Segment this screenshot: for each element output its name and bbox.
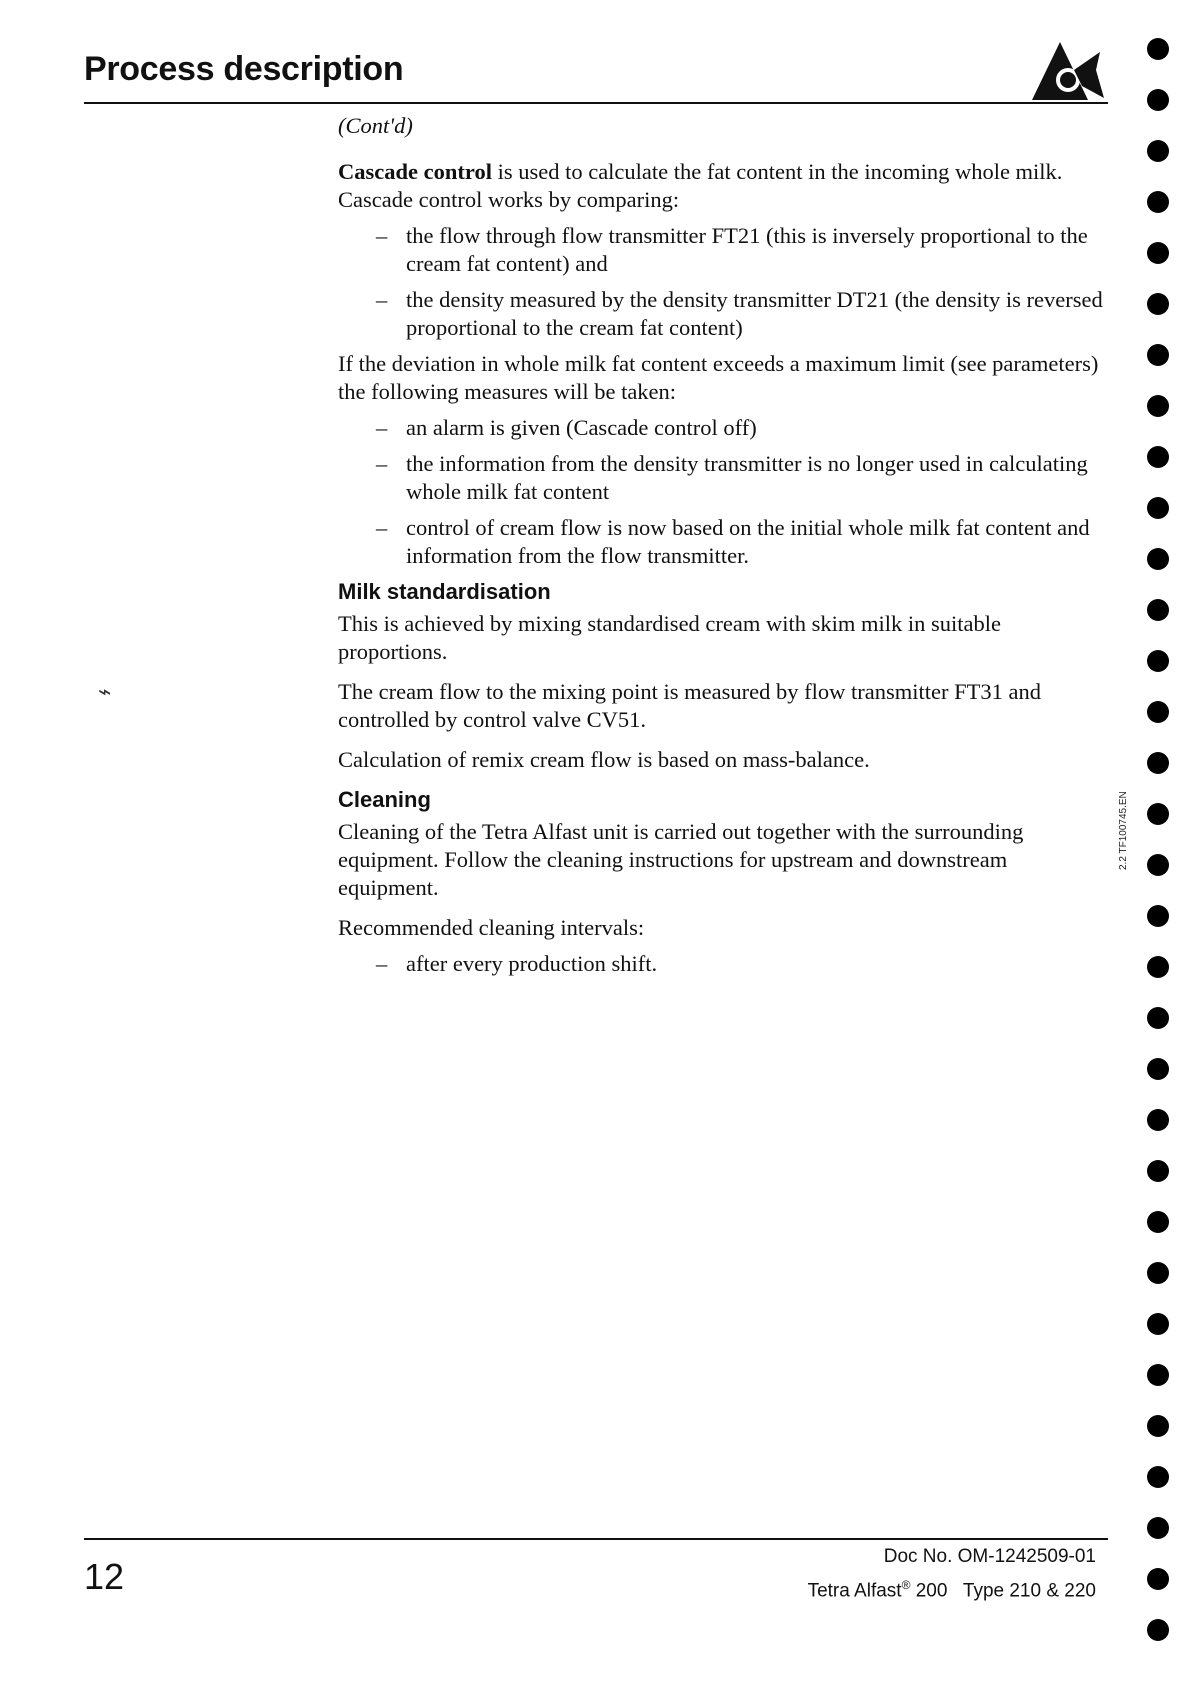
binder-hole-icon: [1147, 1313, 1169, 1335]
comparison-list: [338, 222, 1108, 342]
binder-hole-icon: [1147, 1007, 1169, 1029]
paragraph: Recommended cleaning intervals:: [338, 915, 645, 940]
product-name-text: Tetra Alfast: [807, 1580, 902, 1602]
paragraph: The cream flow to the mixing point is measured by flow transmitter FT31 and controlled by control valve CV51.: [338, 679, 1041, 732]
registered-mark: ®: [901, 1578, 911, 1592]
binder-hole-icon: [1147, 956, 1169, 978]
binder-hole-icon: [1147, 1262, 1169, 1284]
doc-number: Doc No. OM-1242509-01: [883, 1546, 1096, 1567]
binder-hole-icon: [1147, 242, 1169, 264]
binder-hole-icon: [1147, 701, 1169, 723]
binder-hole-icon: [1147, 497, 1169, 519]
binder-hole-icon: [1147, 1364, 1169, 1386]
cleaning-list: [338, 950, 1108, 978]
footer-doc-info: [808, 1543, 1096, 1605]
binder-hole-icon: [1147, 1058, 1169, 1080]
binder-hole-icon: [1147, 650, 1169, 672]
milk-standardisation-heading: Milk standardisation: [338, 579, 551, 604]
cascade-intro: [338, 158, 1108, 214]
binder-hole-icon: [1147, 548, 1169, 570]
footer-rule: [84, 1538, 1108, 1540]
list-item: – the flow through flow transmitter FT21 (this is inversely proportional to the cream fat content) and: [338, 222, 1108, 278]
binder-hole-icon: [1147, 803, 1169, 825]
binder-hole-icon: [1147, 599, 1169, 621]
binder-hole-icon: [1147, 1466, 1169, 1488]
binder-hole-icon: [1147, 38, 1169, 60]
product-name: [808, 1571, 1096, 1605]
binder-hole-icon: [1147, 1568, 1169, 1590]
paragraph: This is achieved by mixing standardised cream with skim milk in suitable proportions.: [338, 611, 1002, 664]
deviation-paragraph: If the deviation in whole milk fat content exceeds a maximum limit (see parameters) the following measures will be taken:: [338, 351, 1099, 404]
measures-list: [338, 414, 1108, 570]
paragraph: Calculation of remix cream flow is based on mass-balance.: [338, 747, 870, 772]
cleaning-heading: Cleaning: [338, 787, 431, 812]
binder-hole-icon: [1147, 344, 1169, 366]
binder-hole-icon: [1147, 395, 1169, 417]
product-type-text: 200 Type 210 & 220: [910, 1580, 1096, 1602]
binder-hole-icon: [1147, 140, 1169, 162]
page-number: 12: [84, 1556, 125, 1597]
main-content: [338, 112, 1108, 986]
cascade-term: Cascade control: [338, 159, 492, 184]
continued-label: (Cont'd): [338, 113, 413, 138]
page-title: Process description: [84, 50, 404, 88]
binder-hole-icon: [1147, 1517, 1169, 1539]
alfa-laval-logo-icon: [1030, 40, 1106, 104]
cascade-intro-text: is used to calculate the fat content in the incoming whole milk. Cascade control works by comparing:: [338, 159, 1063, 212]
list-item: – after every production shift.: [338, 950, 1108, 978]
header-rule: [84, 102, 1108, 104]
list-item: – an alarm is given (Cascade control off): [338, 414, 1108, 442]
list-item: – control of cream flow is now based on the initial whole milk fat content and information from the flow transmitter.: [338, 514, 1108, 570]
binder-hole-icon: [1147, 293, 1169, 315]
binder-hole-icon: [1147, 905, 1169, 927]
binder-hole-icon: [1147, 1160, 1169, 1182]
list-item: – the density measured by the density transmitter DT21 (the density is reversed proportional to the cream fat content): [338, 286, 1108, 342]
paragraph: Cleaning of the Tetra Alfast unit is carried out together with the surrounding equipment. Follow the cleaning instructions for upstream and downstream equipment.: [338, 819, 1024, 900]
binder-hole-icon: [1147, 1619, 1169, 1641]
binder-hole-icon: [1147, 1211, 1169, 1233]
binder-hole-icon: [1147, 752, 1169, 774]
binder-hole-icon: [1147, 854, 1169, 876]
binder-hole-icon: [1147, 89, 1169, 111]
binder-hole-icon: [1147, 1415, 1169, 1437]
binder-hole-icon: [1147, 446, 1169, 468]
side-document-code: 2.2 TF100745.EN: [1118, 791, 1129, 870]
list-item: – the information from the density transmitter is no longer used in calculating whole milk fat content: [338, 450, 1108, 506]
binder-hole-icon: [1147, 1109, 1169, 1131]
binder-holes: [1147, 36, 1171, 1666]
margin-scribble-mark: ⌁: [98, 680, 112, 705]
binder-hole-icon: [1147, 191, 1169, 213]
